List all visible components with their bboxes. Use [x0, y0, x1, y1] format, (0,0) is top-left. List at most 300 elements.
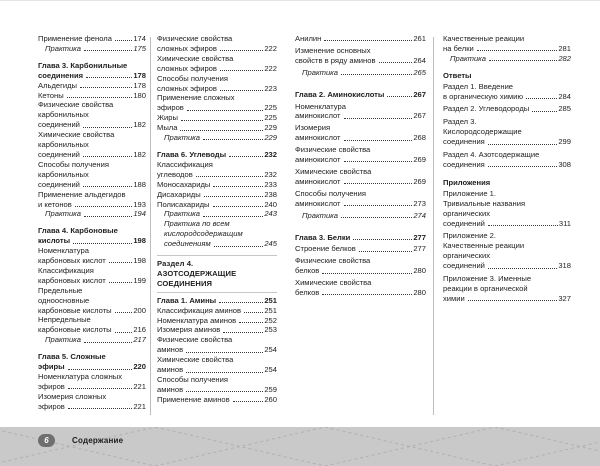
- toc-line: [157, 123, 277, 133]
- toc-line: [157, 150, 277, 160]
- page-ref: 254: [264, 345, 277, 355]
- spacer: [38, 54, 146, 61]
- toc-line: [38, 190, 146, 200]
- toc-entry: [157, 180, 277, 190]
- dot-leader: [344, 199, 413, 206]
- toc-line: [164, 219, 277, 229]
- toc-text: Глава 5. Сложные: [38, 352, 106, 362]
- page-ref: 222: [264, 63, 277, 73]
- toc-entry: [443, 82, 571, 102]
- dot-leader: [84, 209, 132, 216]
- toc-line: [443, 150, 571, 160]
- toc-text: Практика: [45, 43, 81, 53]
- dot-leader: [68, 382, 132, 389]
- toc-line: [443, 189, 571, 199]
- toc-text: в органическую химию: [443, 91, 524, 101]
- toc-text: Предельные: [38, 285, 83, 295]
- toc-text: Практика: [450, 53, 486, 63]
- page-ref: 221: [133, 381, 146, 391]
- column-divider-2: [433, 37, 434, 415]
- page-ref: 267: [413, 111, 426, 121]
- toc-entry: [157, 123, 277, 133]
- toc-line: [295, 244, 426, 254]
- toc-line: [443, 104, 571, 114]
- toc-text: карбонильных: [38, 169, 89, 179]
- toc-line: [302, 211, 426, 221]
- page-ref: 285: [558, 104, 571, 114]
- toc-text: химии: [443, 293, 465, 303]
- dot-leader: [477, 44, 558, 51]
- page-ref: 216: [133, 325, 146, 335]
- page-ref: 277: [413, 244, 426, 254]
- toc-entry: [295, 145, 426, 165]
- toc-text: органических: [443, 208, 491, 218]
- toc-line: [157, 34, 277, 44]
- toc-text: соединений: [443, 218, 485, 228]
- toc-line: [164, 229, 277, 239]
- toc-text: аминов: [157, 345, 184, 355]
- toc-text: Химические свойства: [38, 130, 115, 140]
- toc-text: карбоновых кислот: [38, 275, 106, 285]
- toc-line: [157, 325, 277, 335]
- toc-line: [443, 219, 571, 229]
- toc-line: [443, 92, 571, 102]
- page-ref: 222: [264, 43, 277, 53]
- toc-text: Физические свойства: [295, 145, 371, 155]
- toc-text: Раздел 2. Углеводороды: [443, 104, 530, 114]
- toc-text: эфиров: [38, 381, 65, 391]
- toc-text: Глава 3. Карбонильные: [38, 60, 128, 70]
- dot-leader: [322, 288, 412, 295]
- dot-leader: [220, 84, 263, 91]
- toc-text: Практика по всем: [164, 219, 230, 229]
- toc-line: [450, 54, 571, 64]
- page-ref: 299: [558, 137, 571, 147]
- page-ref: 254: [264, 365, 277, 375]
- toc-text: аминокислот: [295, 176, 341, 186]
- dot-leader: [324, 34, 412, 41]
- toc-text: Практика: [302, 67, 338, 77]
- page-ref: 199: [133, 275, 146, 285]
- toc-line: [38, 246, 146, 256]
- toc-entry: [443, 117, 571, 147]
- toc-text: эфиров: [38, 401, 65, 411]
- toc-text: сложных эфиров: [157, 63, 217, 73]
- toc-entry: [295, 256, 426, 276]
- toc-entry: [157, 325, 277, 335]
- toc-practice: [295, 68, 426, 78]
- toc-text: соединений: [38, 179, 80, 189]
- toc-text: Качественные реакции: [443, 241, 525, 251]
- page-ref: 229: [264, 123, 277, 133]
- toc-chapter: [295, 233, 426, 243]
- toc-text: Практика: [45, 209, 81, 219]
- toc-line: [157, 84, 277, 94]
- page-ref: 182: [133, 120, 146, 130]
- toc-line: [38, 100, 146, 110]
- toc-practice: [157, 133, 277, 143]
- dot-leader: [344, 155, 413, 162]
- toc-line: [38, 140, 146, 150]
- toc-text: одноосновные: [38, 295, 90, 305]
- toc-line: [38, 110, 146, 120]
- toc-text: Глава 3. Белки: [295, 232, 351, 242]
- dot-leader: [115, 306, 133, 313]
- toc-entry: [157, 306, 277, 316]
- dot-leader: [488, 137, 558, 144]
- toc-text: на белки: [443, 43, 474, 53]
- toc-text: Способы получения: [38, 159, 109, 169]
- toc-practice: [157, 209, 277, 219]
- page-ref: 252: [264, 315, 277, 325]
- toc-line: [45, 209, 146, 219]
- toc-text: аминокислот: [295, 111, 341, 121]
- dot-leader: [187, 103, 263, 110]
- toc-line: [295, 278, 426, 288]
- toc-text: Классификация аминов: [157, 305, 242, 315]
- toc-text: сложных эфиров: [157, 83, 217, 93]
- toc-text: соединений: [38, 149, 80, 159]
- toc-text: СОЕДИНЕНИЯ: [157, 278, 213, 288]
- toc-text: Применение аминов: [157, 394, 230, 404]
- dot-leader: [387, 90, 412, 97]
- dot-leader: [359, 244, 413, 251]
- toc-text: Применение фенола: [38, 34, 112, 43]
- dot-leader: [203, 133, 263, 140]
- toc-line: [164, 133, 277, 143]
- toc-text: Ответы: [443, 70, 472, 80]
- toc-text: Физические свойства: [157, 34, 233, 43]
- toc-text: Раздел 4. Азотсодержащие: [443, 150, 540, 160]
- toc-line: [38, 306, 146, 316]
- toc-line: [157, 296, 277, 306]
- page-ref: 282: [558, 53, 571, 63]
- toc-line: [157, 54, 277, 64]
- toc-entry: [38, 91, 146, 101]
- toc-text: Тривиальные названия: [443, 198, 526, 208]
- toc-entry: [295, 102, 426, 122]
- toc-chapter: [157, 296, 277, 306]
- toc-text: карбоновых кислот: [38, 256, 106, 266]
- toc-line: [38, 276, 146, 286]
- spacer: [38, 219, 146, 226]
- toc-line: [443, 274, 571, 284]
- toc-line: [38, 34, 146, 44]
- toc-line: [157, 279, 277, 289]
- toc-line: [157, 355, 277, 365]
- toc-line: [157, 64, 277, 74]
- toc-line: [38, 402, 146, 412]
- toc-text: Изменение основных: [295, 45, 371, 55]
- toc-line: [302, 68, 426, 78]
- toc-line: [295, 90, 426, 100]
- toc-line: [157, 345, 277, 355]
- toc-line: [38, 382, 146, 392]
- toc-text: Классификация: [38, 265, 94, 275]
- page-ref: 220: [133, 362, 146, 372]
- toc-text: Способы получения: [295, 188, 366, 198]
- toc-line: [295, 34, 426, 44]
- toc-text: Альдегиды: [38, 80, 78, 90]
- page-ref: 311: [558, 218, 571, 228]
- page-ref: 251: [264, 295, 277, 305]
- toc-text: Непредельные: [38, 315, 91, 325]
- dot-leader: [115, 325, 133, 332]
- toc-line: [295, 145, 426, 155]
- toc-line: [443, 209, 571, 219]
- spacer: [443, 170, 571, 178]
- toc-text: карбонильных: [38, 110, 89, 120]
- toc-text: углеводов: [157, 169, 193, 179]
- toc-line: [295, 133, 426, 143]
- toc-text: Изомерия сложных: [38, 391, 107, 401]
- dot-leader: [109, 276, 133, 283]
- dot-leader: [75, 200, 133, 207]
- page-ref: 253: [264, 325, 277, 335]
- spacer: [157, 143, 277, 150]
- toc-entry: [38, 100, 146, 130]
- dot-leader: [341, 211, 412, 218]
- toc-text: Практика: [302, 210, 338, 220]
- page-ref: 245: [264, 239, 277, 249]
- toc-line: [443, 44, 571, 54]
- toc-line: [38, 325, 146, 335]
- dot-leader: [180, 123, 263, 130]
- toc-line: [38, 286, 146, 296]
- toc-line: [157, 44, 277, 54]
- dot-leader: [80, 81, 132, 88]
- toc-line: [443, 117, 571, 127]
- toc-line: [295, 177, 426, 187]
- toc-line: [164, 239, 277, 249]
- toc-line: [443, 231, 571, 241]
- toc-entry: [157, 34, 277, 54]
- toc-text: Строение белков: [295, 244, 356, 254]
- toc-text: Классификация: [157, 159, 213, 169]
- toc-line: [38, 266, 146, 276]
- dot-leader: [379, 56, 413, 63]
- column-divider-1: [150, 37, 151, 415]
- toc-text: карбоновые кислоты: [38, 325, 112, 335]
- toc-entry: [38, 190, 146, 210]
- toc-text: Практика: [45, 335, 81, 345]
- toc-line: [443, 261, 571, 271]
- toc-entry: [443, 274, 571, 304]
- page-ref: 284: [558, 91, 571, 101]
- dot-leader: [73, 236, 132, 243]
- page-ref: 232: [264, 169, 277, 179]
- footer-hatch-pattern: [0, 427, 600, 466]
- toc-column-3: [295, 34, 426, 300]
- toc-line: [38, 61, 146, 71]
- toc-line: [157, 306, 277, 316]
- toc-column-1: [38, 34, 146, 412]
- dot-leader: [67, 91, 133, 98]
- toc-text: Изомерия аминов: [157, 325, 221, 335]
- dot-leader: [68, 402, 132, 409]
- toc-line: [295, 102, 426, 112]
- toc-line: [443, 241, 571, 251]
- dot-leader: [84, 44, 132, 51]
- toc-text: карбонильных: [38, 140, 89, 150]
- toc-entry: [38, 315, 146, 335]
- toc-entry: [443, 34, 571, 54]
- toc-line: [38, 130, 146, 140]
- page-ref: 221: [133, 401, 146, 411]
- toc-practice: [38, 209, 146, 219]
- toc-text: Химические свойства: [295, 166, 372, 176]
- toc-practice: [443, 54, 571, 64]
- toc-entry: [443, 150, 571, 170]
- page-ref: 327: [558, 293, 571, 303]
- toc-line: [45, 335, 146, 345]
- toc-entry: [443, 231, 571, 271]
- toc-line: [295, 288, 426, 298]
- toc-line: [38, 296, 146, 306]
- toc-entry: [295, 244, 426, 254]
- toc-entry: [157, 395, 277, 405]
- page-ref: 265: [413, 67, 426, 77]
- dot-leader: [213, 200, 264, 207]
- toc-section: [157, 255, 277, 293]
- toc-group: [443, 178, 571, 188]
- toc-line: [38, 362, 146, 372]
- dot-leader: [488, 261, 557, 268]
- toc-practice: [38, 335, 146, 345]
- toc-entry: [157, 160, 277, 180]
- page-ref: 238: [264, 189, 277, 199]
- toc-text: белков: [295, 288, 320, 298]
- toc-text: Раздел 4.: [157, 259, 194, 269]
- page-ref: 264: [413, 55, 426, 65]
- toc-entry: [38, 372, 146, 392]
- toc-text: Изомерия: [295, 123, 331, 133]
- toc-text: Практика: [164, 209, 200, 219]
- page-ref: 232: [264, 149, 277, 159]
- dot-leader: [239, 316, 263, 323]
- dot-leader: [196, 170, 264, 177]
- toc-line: [38, 236, 146, 246]
- toc-entry: [157, 113, 277, 123]
- page-ref: 269: [413, 176, 426, 186]
- toc-text: сложных эфиров: [157, 43, 217, 53]
- footer-bar: [0, 427, 600, 466]
- toc-text: и кетонов: [38, 199, 72, 209]
- toc-text: аминов: [157, 365, 184, 375]
- toc-line: [295, 256, 426, 266]
- page-ref: 259: [264, 384, 277, 394]
- toc-entry: [295, 46, 426, 66]
- dot-leader: [181, 113, 263, 120]
- toc-line: [295, 155, 426, 165]
- toc-entry: [157, 335, 277, 355]
- page-ref: 193: [133, 199, 146, 209]
- dot-leader: [213, 180, 263, 187]
- toc-entry: [295, 34, 426, 44]
- toc-entry: [38, 34, 146, 44]
- toc-line: [157, 365, 277, 375]
- toc-line: [443, 127, 571, 137]
- toc-text: Качественные реакции: [443, 34, 525, 43]
- toc-line: [45, 44, 146, 54]
- page-ref: 243: [264, 209, 277, 219]
- toc-text: реакции в органической: [443, 283, 528, 293]
- toc-line: [295, 199, 426, 209]
- dot-leader: [468, 294, 558, 301]
- toc-line: [157, 269, 277, 279]
- toc-line: [38, 120, 146, 130]
- toc-text: Химические свойства: [157, 53, 234, 63]
- toc-text: Мыла: [157, 123, 178, 133]
- spacer: [295, 223, 426, 233]
- dot-leader: [244, 306, 263, 313]
- toc-line: [443, 71, 571, 81]
- toc-line: [38, 150, 146, 160]
- dot-leader: [341, 68, 412, 75]
- page-ref: 225: [264, 113, 277, 123]
- toc-entry: [443, 189, 571, 229]
- toc-entry: [157, 355, 277, 375]
- toc-line: [38, 180, 146, 190]
- toc-text: соединения: [443, 137, 485, 147]
- toc-text: Раздел 1. Введение: [443, 81, 514, 91]
- page-ref: 240: [264, 199, 277, 209]
- toc-entry: [38, 286, 146, 316]
- page-ref: 308: [558, 159, 571, 169]
- toc-text: соединений: [38, 120, 80, 130]
- toc-chapter: [38, 226, 146, 246]
- dot-leader: [344, 177, 413, 184]
- toc-text: Кислородсодержащие: [443, 127, 522, 137]
- toc-entry: [295, 189, 426, 209]
- toc-line: [443, 34, 571, 44]
- dot-leader: [223, 325, 263, 332]
- toc-text: Способы получения: [157, 73, 228, 83]
- dot-leader: [83, 120, 132, 127]
- toc-text: Полисахариды: [157, 199, 210, 209]
- toc-entry: [157, 190, 277, 200]
- toc-text: Приложение 2.: [443, 231, 496, 241]
- toc-line: [443, 251, 571, 261]
- page-ref: 198: [133, 256, 146, 266]
- toc-text: Физические свойства: [38, 100, 114, 110]
- page-ref: 182: [133, 149, 146, 159]
- toc-text: Кетоны: [38, 90, 64, 100]
- toc-text: соединениям: [164, 239, 211, 249]
- toc-line: [157, 113, 277, 123]
- toc-text: аминов: [157, 384, 184, 394]
- toc-entry: [157, 375, 277, 395]
- toc-line: [443, 284, 571, 294]
- toc-line: [157, 103, 277, 113]
- page-ref: 188: [133, 179, 146, 189]
- toc-line: [295, 189, 426, 199]
- dot-leader: [186, 365, 263, 372]
- toc-text: Номенклатура: [38, 246, 89, 256]
- dot-leader: [353, 233, 412, 240]
- toc-line: [157, 170, 277, 180]
- page-ref: 223: [264, 83, 277, 93]
- toc-text: соединения: [38, 70, 84, 80]
- toc-text: Глава 2. Аминокислоты: [295, 89, 385, 99]
- dot-leader: [83, 180, 132, 187]
- toc-text: Анилин: [295, 34, 322, 43]
- toc-text: Физические свойства: [295, 256, 371, 266]
- toc-line: [157, 180, 277, 190]
- toc-practice: [38, 44, 146, 54]
- page-ref: 175: [133, 43, 146, 53]
- toc-text: карбоновые кислоты: [38, 305, 112, 315]
